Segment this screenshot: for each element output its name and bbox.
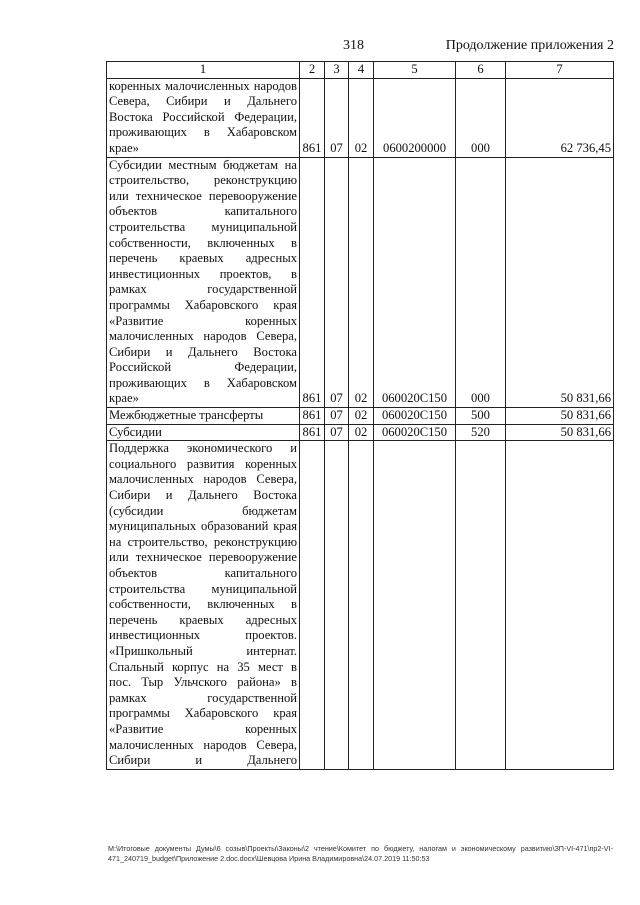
table-row — [107, 408, 614, 425]
subsection-code — [349, 441, 374, 769]
section-code: 07 — [325, 424, 349, 441]
target-article-code: 060020С150 — [374, 408, 456, 425]
row-description: Субсидии местным бюджетам на строительство, реконструкцию или техническое перевооружение объектов капитального строительства муниципальной собственности, включенных в перечень краевых адресных инвестиционных проектов, в рамках государственной программы Хабаровского края «Развитие коренных малочисленных народов Севера, Сибири и Дальнего Востока Российской Федерации, проживающих в Хабаровском крае» — [107, 157, 300, 408]
column-header: 6 — [456, 62, 506, 79]
expense-type-code: 520 — [456, 424, 506, 441]
ministry-code: 861 — [300, 157, 325, 408]
column-header: 2 — [300, 62, 325, 79]
budget-table — [106, 61, 614, 770]
section-code: 07 — [325, 408, 349, 425]
amount: 50 831,66 — [506, 157, 614, 408]
column-header: 5 — [374, 62, 456, 79]
amount: 62 736,45 — [506, 78, 614, 157]
table-row — [107, 78, 614, 157]
page-number: 318 — [343, 38, 364, 53]
table-row — [107, 157, 614, 408]
table-row — [107, 441, 614, 769]
column-header: 7 — [506, 62, 614, 79]
table-header-row — [107, 62, 614, 79]
column-header: 3 — [325, 62, 349, 79]
subsection-code: 02 — [349, 157, 374, 408]
section-code: 07 — [325, 157, 349, 408]
column-header: 1 — [107, 62, 300, 79]
ministry-code — [300, 441, 325, 769]
target-article-code: 060020С150 — [374, 157, 456, 408]
row-description: Субсидии — [107, 424, 300, 441]
section-code — [325, 441, 349, 769]
subsection-code: 02 — [349, 78, 374, 157]
column-header: 4 — [349, 62, 374, 79]
row-description: Поддержка экономического и социального развития коренных малочисленных народов Севера, Сибири и Дальнего Востока (субсидии бюджетам муниципальных образований края на строительство, реконструкцию или техническое перевооружение объектов капитального строительства муниципальной собственности, включенных в перечень краевых адресных инвестиционных проектов. «Пришкольный интернат. Спальный корпус на 35 мест в пос. Тыр Ульчского района» в рамках государственной программы Хабаровского края «Развитие коренных малочисленных народов Севера, Сибири и Дальнего — [107, 441, 300, 769]
subsection-code: 02 — [349, 408, 374, 425]
ministry-code: 861 — [300, 408, 325, 425]
expense-type-code — [456, 441, 506, 769]
file-path-footer: M:\Итоговые документы Думы\6 созыв\Проекты\Законы\2 чтение\Комитет по бюджету, налогам и экономическому развитию\ЗП-VI-471\пр2-VI-471_240719_budget\Приложение 2.doc.docx\Шевцова Ирина Владимировна\24.07.2019 11:50:53 — [108, 844, 613, 863]
expense-type-code: 000 — [456, 78, 506, 157]
amount — [506, 441, 614, 769]
section-code: 07 — [325, 78, 349, 157]
amount: 50 831,66 — [506, 408, 614, 425]
amount: 50 831,66 — [506, 424, 614, 441]
continuation-label: Продолжение приложения 2 — [445, 38, 614, 53]
subsection-code: 02 — [349, 424, 374, 441]
target-article-code: 0600200000 — [374, 78, 456, 157]
ministry-code: 861 — [300, 78, 325, 157]
ministry-code: 861 — [300, 424, 325, 441]
target-article-code: 060020С150 — [374, 424, 456, 441]
row-description: Межбюджетные трансферты — [107, 408, 300, 425]
expense-type-code: 000 — [456, 157, 506, 408]
target-article-code — [374, 441, 456, 769]
row-description: коренных малочисленных народов Севера, Сибири и Дальнего Востока Российской Федерации, проживающих в Хабаровском крае» — [107, 78, 300, 157]
expense-type-code: 500 — [456, 408, 506, 425]
table-row — [107, 424, 614, 441]
